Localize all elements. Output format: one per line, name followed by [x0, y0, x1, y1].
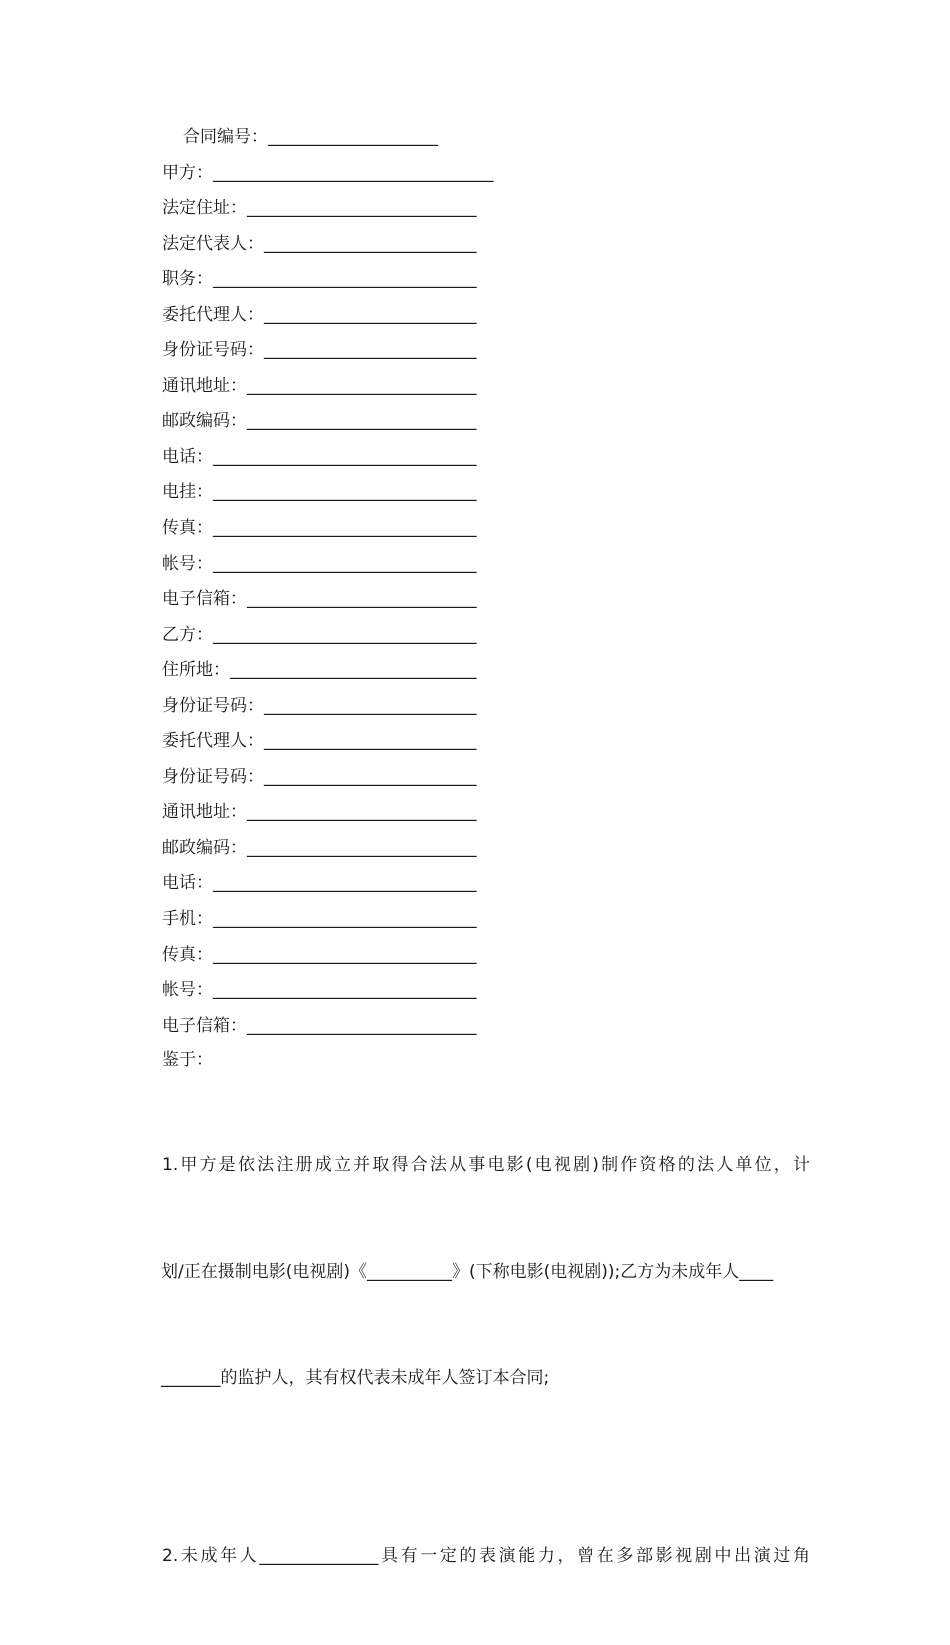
- field-party-a: 甲方：_________________________________: [162, 156, 722, 192]
- paragraph-1-line-1: 1.甲方是依法注册成立并取得合法从事电影(电视剧)制作资格的法人单位，计: [162, 1148, 810, 1184]
- field-email-b: 电子信箱：___________________________: [162, 1009, 722, 1045]
- field-fax-a: 传真：_______________________________: [162, 511, 722, 547]
- whereas-paragraph-1: [162, 1077, 810, 1468]
- party-fields: [162, 120, 722, 1044]
- field-agent-b: 委托代理人：_________________________: [162, 724, 722, 760]
- field-mailing-address-b: 通讯地址：___________________________: [162, 795, 722, 831]
- paragraph-1-line-2: 划/正在摄制电影(电视剧)《__________》(下称电影(电视剧));乙方为未成年人____: [161, 1255, 810, 1291]
- field-email-a: 电子信箱：___________________________: [162, 582, 722, 618]
- whereas-paragraph-2: [162, 1468, 810, 1645]
- field-phone-b: 电话：_______________________________: [162, 866, 722, 902]
- paragraph-1-line-3: _______的监护人，其有权代表未成年人签订本合同;: [161, 1361, 810, 1397]
- field-legal-representative: 法定代表人：_________________________: [162, 227, 722, 263]
- field-postal-code-b: 邮政编码：___________________________: [162, 831, 722, 867]
- field-account-b: 帐号：_______________________________: [162, 973, 722, 1009]
- field-id-number-b: 身份证号码：_________________________: [162, 689, 722, 725]
- field-fax-b: 传真：_______________________________: [162, 938, 722, 974]
- field-account-a: 帐号：_______________________________: [162, 547, 722, 583]
- field-legal-address: 法定住址：___________________________: [162, 191, 722, 227]
- field-telegraph-a: 电挂：_______________________________: [162, 475, 722, 511]
- whereas-heading: 鉴于：: [162, 1043, 810, 1077]
- contract-number-line: 合同编号：____________________: [162, 120, 722, 156]
- paragraph-2-line-1: 2.未成年人______________具有一定的表演能力，曾在多部影视剧中出演过角: [162, 1539, 810, 1575]
- field-position: 职务：_______________________________: [162, 262, 722, 298]
- whereas-section: [162, 1043, 810, 1645]
- field-party-b: 乙方：_______________________________: [162, 618, 722, 654]
- field-id-number-a: 身份证号码：_________________________: [162, 333, 722, 369]
- field-mobile-b: 手机：_______________________________: [162, 902, 722, 938]
- field-agent-id-number-b: 身份证号码：_________________________: [162, 760, 722, 796]
- field-residence-b: 住所地：_____________________________: [162, 653, 722, 689]
- field-mailing-address-a: 通讯地址：___________________________: [162, 369, 722, 405]
- field-phone-a: 电话：_______________________________: [162, 440, 722, 476]
- field-postal-code-a: 邮政编码：___________________________: [162, 404, 722, 440]
- field-agent-a: 委托代理人：_________________________: [162, 298, 722, 334]
